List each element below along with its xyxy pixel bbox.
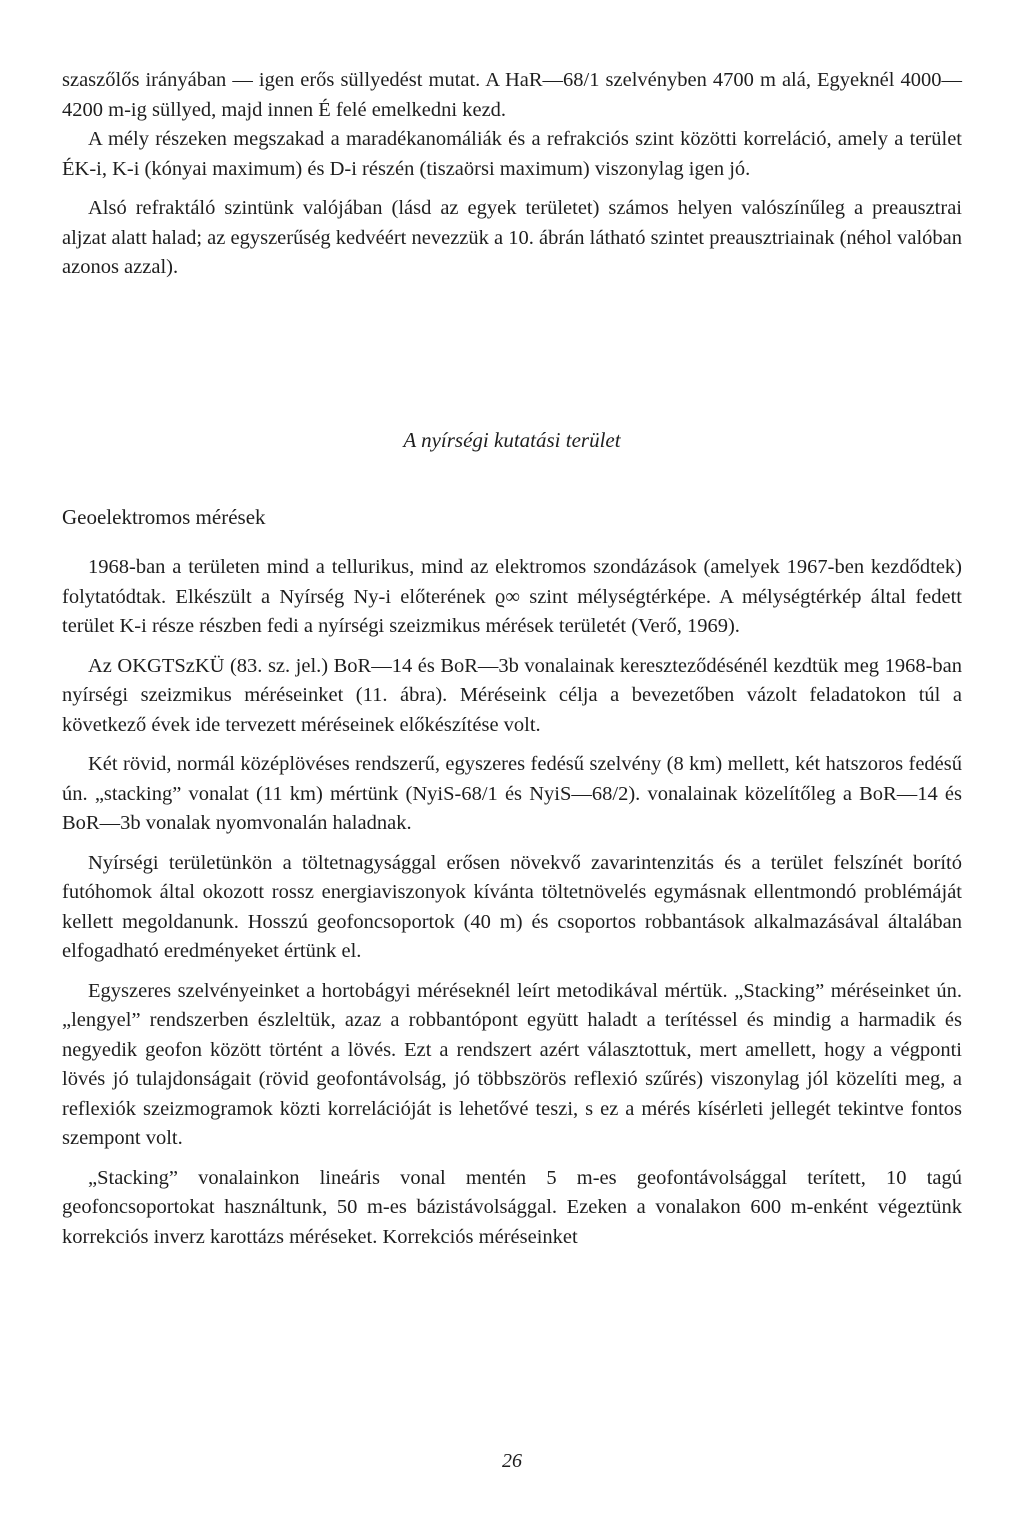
paragraph: Az OKGTSzKÜ (83. sz. jel.) BoR—14 és BoR—3b vonalainak kereszteződésénél kezdtük meg 1968-ban nyírségi szeizmikus méréseinket (11. ábra). Méréseink célja a bevezetőben vázolt feladatokon túl a következő évek ide tervezett méréseinek előkészítése volt.: [62, 654, 962, 736]
paragraph: A mély részeken megszakad a maradékanomáliák és a refrakciós szint közötti korreláció, amely a terület ÉK-i, K-i (kónyai maximum) és D-i részén (tiszaörsi maximum) viszonylag igen jó.: [62, 128, 962, 180]
paragraph: Alsó refraktáló szintünk valójában (lásd az egyek területet) számos helyen valószínűleg a preausztrai aljzat alatt halad; az egyszerűség kedvéért nevezzük a 10. ábrán látható szintet preausztriainak (néhol valóban azonos azzal).: [62, 197, 962, 278]
paragraph: szaszőlős irányában — igen erős süllyedést mutat. A HaR—68/1 szelvényben 4700 m alá, Egyeknél 4000—4200 m-ig süllyed, majd innen É felé emelkedni kezd.: [62, 69, 962, 121]
paragraph: „Stacking” vonalainkon lineáris vonal mentén 5 m-es geofontávolsággal terített, 10 tagú geofoncsoportokat használtunk, 50 m-es bázistávolsággal. Ezeken a vonalakon 600 m-enként végeztünk korrekciós inverz karottázs méréseket. Korrekciós méréseinket: [62, 1166, 962, 1248]
paragraph: Egyszeres szelvényeinket a hortobágyi méréseknél leírt metodikával mértük. „Stacking” méréseinket ún. „lengyel” rendszerben észleltük, azaz a robbantópont együtt haladt a terítéssel és mindig a harmadik és negyedik geofon között történt a lövés. Ezt a rendszert azért választottuk, mert amellett, hogy a végponti lövés jó tulajdonságait (rövid geofontávolság, jó többszörös reflexió szűrés) viszonylag jól közelíti meg, a reflexiók szeizmogramok közti korrelációját is lehetővé teszi, s ez a mérés kísérleti jellegét tekintve fontos szempont volt.: [62, 979, 962, 1149]
section-title: A nyírségi kutatási terület: [403, 428, 621, 452]
page-number: 26: [502, 1450, 522, 1472]
paragraph: Két rövid, normál középlövéses rendszerű, egyszeres fedésű szelvény (8 km) mellett, két hatszoros fedésű ún. „stacking” vonalat (11 km) mértünk (NyiS-68/1 és NyiS—68/2). vonalainak közelítőleg a BoR—14 és BoR—3b vonalak nyomvonalán haladnak.: [62, 753, 962, 834]
paragraph: Nyírségi területünkön a töltetnagysággal erősen növekvő zavarintenzitás és a terület felszínét borító futóhomok által okozott rossz energiaviszonyok kívánta töltetnövelés egymásnak ellentmondó problémáját kellett megoldanunk. Hosszú geofoncsoportok (40 m) és csoportos robbantások alkalmazásával általában elfogadható eredményeket értünk el.: [62, 851, 962, 962]
subheading: Geoelektromos mérések: [62, 505, 266, 529]
top-text-block: [62, 66, 962, 283]
paragraph: 1968-ban a területen mind a tellurikus, mind az elektromos szondázások (amelyek 1967-ben kezdődtek) folytatódtak. Elkészült a Nyírség Ny-i előterének ϱ∞ szint mélységtérképe. A mélységtérkép által fedett terület K-i része részben fedi a nyírségi szeizmikus mérések területét (Verő, 1969).: [62, 556, 962, 637]
main-text-block: [62, 553, 962, 1252]
